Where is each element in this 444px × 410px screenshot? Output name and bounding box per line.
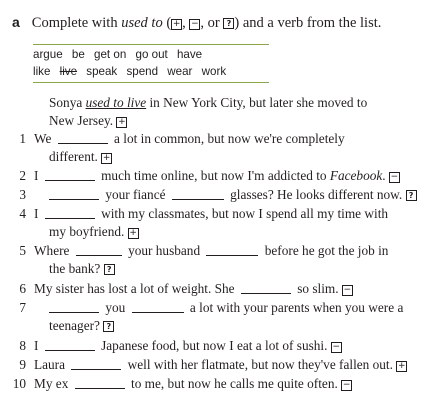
item-number: 3: [19, 187, 26, 202]
answer-blank[interactable]: [132, 301, 184, 313]
answer-blank[interactable]: [75, 377, 125, 389]
plus-icon: +: [102, 153, 111, 163]
example-line-2: New Jersey. +: [49, 113, 126, 128]
answer-blank[interactable]: [76, 244, 122, 256]
minus-icon: −: [332, 342, 341, 352]
instruction-header: a Complete with used to ( + , − , or ? ) and a verb from the list.: [12, 14, 382, 31]
example-answer: used to live: [85, 95, 147, 110]
answer-blank[interactable]: [172, 188, 224, 200]
instruction-used-to: used to: [121, 15, 163, 31]
word: like: [33, 65, 51, 78]
word: get on: [94, 48, 127, 61]
answer-blank[interactable]: [58, 132, 108, 144]
instruction-text-start: Complete with: [31, 15, 118, 31]
answer-blank[interactable]: [206, 244, 258, 256]
item-number: 10: [12, 376, 26, 391]
plus-icon: +: [172, 19, 181, 29]
item-number: 2: [19, 168, 26, 183]
question-icon: ?: [223, 18, 234, 29]
word: be: [71, 48, 85, 61]
word: speak: [86, 65, 118, 78]
answer-blank[interactable]: [49, 188, 99, 200]
minus-icon: −: [342, 380, 351, 390]
item-number: 1: [19, 131, 26, 146]
item-number: 6: [19, 281, 26, 296]
answer-blank[interactable]: [45, 169, 95, 181]
example-line-1: Sonya used to live in New York City, but later she moved to: [49, 95, 368, 110]
word: wear: [167, 65, 193, 78]
word-list-row-1: [33, 48, 208, 61]
answer-blank[interactable]: [45, 339, 95, 351]
word: work: [201, 65, 227, 78]
item-number: 9: [19, 357, 26, 372]
item-number: 4: [19, 206, 26, 221]
exercise-letter: a: [12, 14, 20, 30]
answer-blank[interactable]: [71, 358, 121, 370]
word-list-row-2: [33, 65, 232, 78]
instruction-text-end: ) and a verb from the list.: [234, 15, 382, 31]
plus-icon: +: [118, 117, 126, 127]
item-number: 5: [19, 243, 26, 258]
word: go out: [135, 48, 168, 61]
plus-icon: +: [398, 361, 406, 371]
word: have: [176, 48, 203, 61]
word: spend: [126, 65, 159, 78]
word: argue: [33, 48, 63, 61]
plus-icon: +: [129, 228, 137, 238]
item-number: 7: [19, 300, 26, 315]
minus-icon: −: [343, 285, 352, 295]
answer-blank[interactable]: [45, 207, 95, 219]
word-list: [33, 44, 269, 83]
question-icon: ?: [406, 190, 417, 201]
answer-blank[interactable]: [49, 301, 99, 313]
item-number: 8: [19, 338, 26, 353]
answer-blank[interactable]: [241, 282, 291, 294]
minus-icon: −: [390, 172, 399, 182]
question-icon: ?: [103, 321, 114, 332]
minus-icon: −: [191, 19, 199, 29]
question-icon: ?: [104, 264, 115, 275]
word-struck: live: [59, 65, 78, 78]
